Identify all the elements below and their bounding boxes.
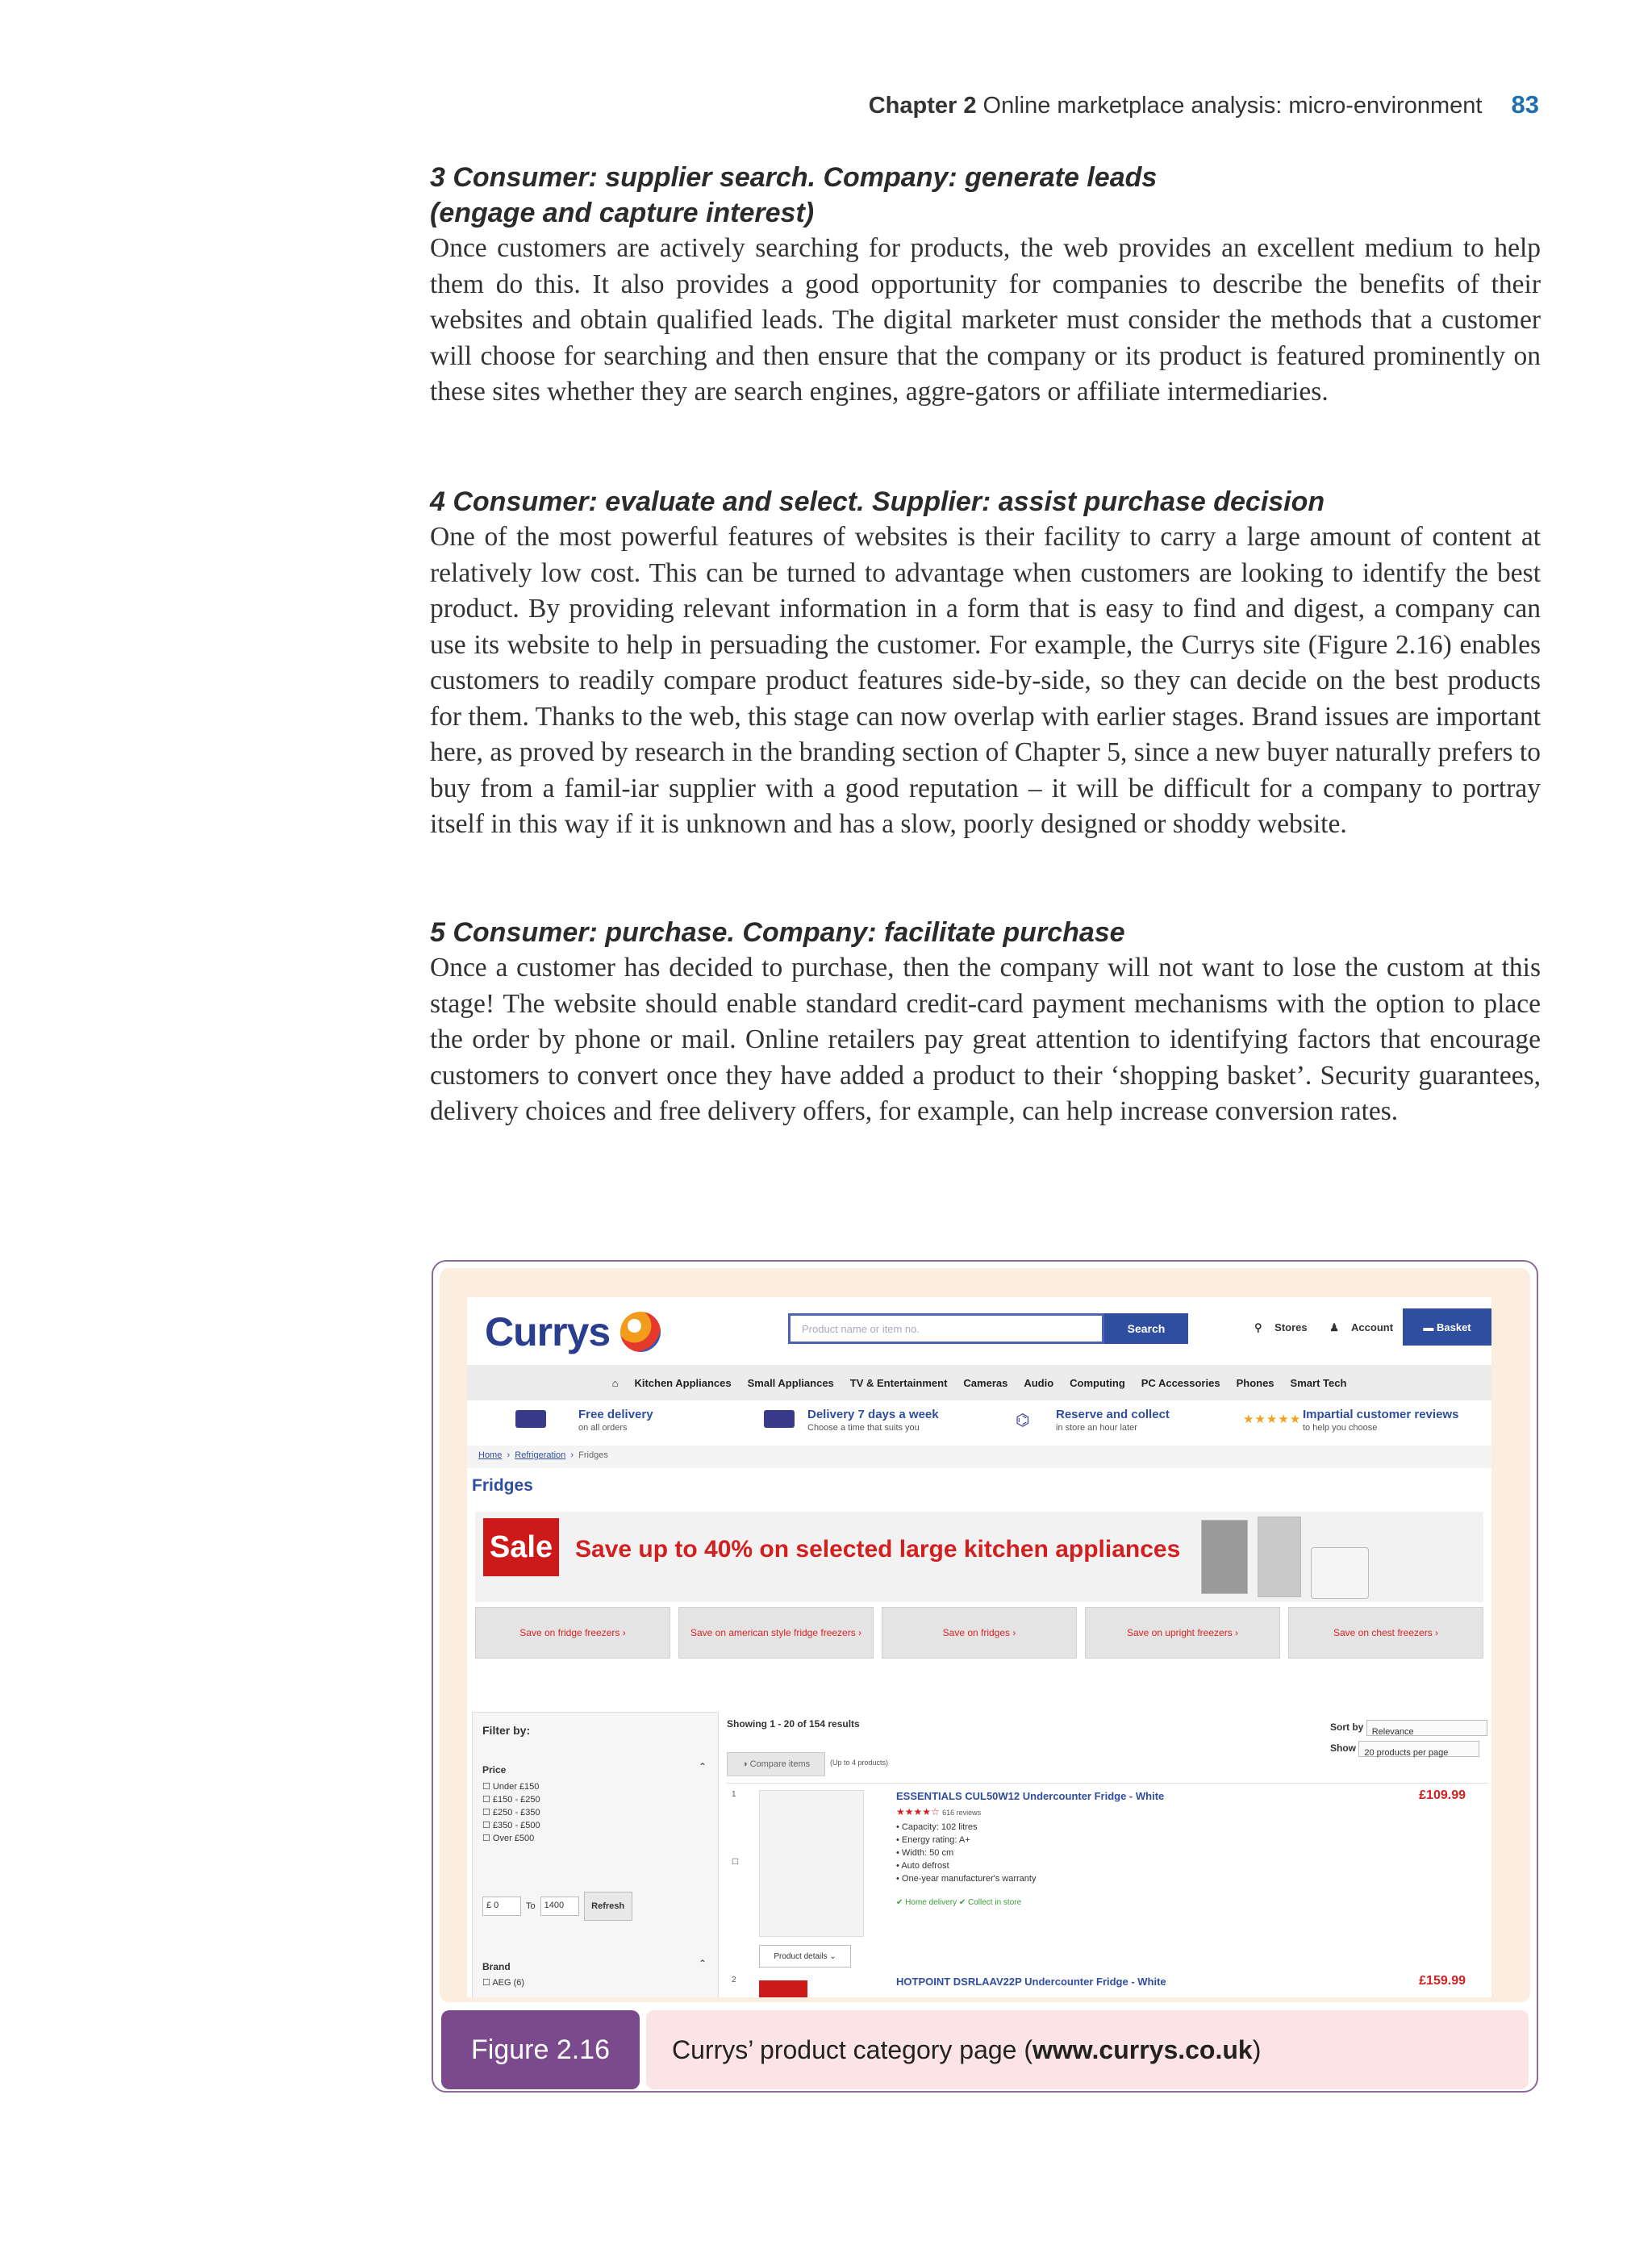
caption-url: www.currys.co.uk: [1032, 2034, 1253, 2064]
collapse-icon[interactable]: ⌃: [698, 1761, 707, 1772]
product-price: £109.99: [1419, 1788, 1466, 1802]
search-input[interactable]: Product name or item no.: [788, 1313, 1104, 1344]
spec-item: • Width: 50 cm: [896, 1846, 1036, 1859]
breadcrumb-sep: ›: [507, 1450, 511, 1460]
sort-label: Sort by: [1330, 1721, 1364, 1733]
usp-free-delivery[interactable]: [578, 1408, 653, 1434]
price-checkbox[interactable]: ☐ £350 - £500: [482, 1819, 540, 1832]
review-count[interactable]: 616 reviews: [942, 1809, 982, 1817]
nav-item[interactable]: Kitchen Appliances: [634, 1376, 732, 1389]
chapter-title: Online marketplace analysis: micro-environment: [982, 93, 1483, 119]
brand-heading: Brand: [482, 1961, 511, 1972]
van-icon: [515, 1410, 546, 1428]
page-number: 83: [1511, 90, 1539, 119]
usp-row: [467, 1405, 1491, 1441]
filter-panel: [472, 1712, 719, 1997]
currys-screenshot: [467, 1297, 1491, 1997]
brand-checkbox[interactable]: ☐ AEG (6): [482, 1977, 524, 1988]
usp-delivery-7-days[interactable]: [807, 1408, 939, 1434]
home-icon[interactable]: ⌂: [611, 1376, 619, 1389]
price-heading: Price: [482, 1764, 507, 1776]
breadcrumb-sep: ›: [570, 1450, 574, 1460]
section-body: Once a customer has decided to purchase, then the company will not want to lose the custom at this stage! The website should enable standard credit-card payment mechanisms with the option to place the order by phone or mail. Online retailers pay great attention to identifying factors that encourage customers to convert once they have added a product to their ‘shopping basket’. Security guarantees, delivery choices and free delivery offers, for example, can help increase conversion rates.: [430, 953, 1541, 1126]
row-number: 2: [732, 1976, 736, 1984]
nav-item[interactable]: Audio: [1024, 1376, 1054, 1389]
main-nav: [467, 1365, 1491, 1400]
chapter-label: Chapter 2: [868, 93, 977, 119]
nav-item[interactable]: Small Appliances: [747, 1376, 834, 1389]
compare-note: (Up to 4 products): [830, 1759, 889, 1767]
promo-fridge-freezers[interactable]: Save on fridge freezers ›: [475, 1607, 670, 1659]
breadcrumb: [467, 1446, 1491, 1468]
star-icon: ★★★★☆: [896, 1806, 940, 1817]
sort-controls: [1330, 1717, 1487, 1759]
collapse-icon[interactable]: ⌃: [698, 1958, 707, 1969]
spec-item: • Auto defrost: [896, 1859, 1036, 1872]
currys-logo[interactable]: Currys: [485, 1309, 611, 1354]
basket-icon: ▬: [1423, 1321, 1437, 1333]
nav-item[interactable]: Phones: [1236, 1376, 1274, 1389]
range-to-label: To: [526, 1901, 536, 1911]
results-count: Showing 1 - 20 of 154 results: [727, 1718, 860, 1730]
usp-reviews[interactable]: [1303, 1408, 1458, 1434]
spec-item: • Energy rating: A+: [896, 1834, 1036, 1846]
account-link[interactable]: [1329, 1321, 1403, 1333]
section-body: Once customers are actively searching for products, the web provides an excellent medium to help them do this. It also provides a good opportunity for companies to describe the benefits of their websites and obtain qualified leads. The digital marketer must consider the methods that a customer will choose for searching and then ensure that the company or its product is featured prominently on these sites whether they are search engines, aggre-gators or affiliate intermediaries.: [430, 233, 1541, 407]
promo-upright-freezers[interactable]: Save on upright freezers ›: [1085, 1607, 1280, 1659]
caption-text: Currys’ product category page (: [672, 2034, 1033, 2064]
sale-badge: Sale: [483, 1518, 559, 1576]
price-to-input[interactable]: 1400: [540, 1897, 579, 1916]
tag-icon: ⌬: [1016, 1412, 1030, 1429]
usp-title: Reserve and collect: [1056, 1408, 1170, 1421]
section-heading: 3 Consumer: supplier search. Company: generate leads: [430, 162, 1158, 193]
usp-title: Free delivery: [578, 1408, 653, 1421]
usp-title: Delivery 7 days a week: [807, 1408, 939, 1421]
caption-end: ): [1252, 2034, 1262, 2064]
person-icon: ♟: [1329, 1321, 1339, 1333]
promo-chest-freezers[interactable]: Save on chest freezers ›: [1288, 1607, 1483, 1659]
usp-sub: Choose a time that suits you: [807, 1423, 920, 1433]
price-checkbox[interactable]: ☐ Over £500: [482, 1832, 540, 1845]
breadcrumb-fridges: Fridges: [578, 1450, 608, 1460]
usp-reserve-collect[interactable]: [1056, 1408, 1170, 1434]
banner-text: Save up to 40% on selected large kitchen appliances: [575, 1536, 1181, 1563]
compare-icon: ◑: [741, 1759, 750, 1769]
sale-badge: [759, 1980, 807, 1997]
compare-checkbox[interactable]: ☐: [732, 1858, 739, 1867]
sort-select[interactable]: Relevance: [1366, 1720, 1487, 1736]
fridge-freezer-image: [1258, 1517, 1301, 1597]
show-label: Show: [1330, 1742, 1356, 1754]
show-select[interactable]: 20 products per page: [1358, 1741, 1479, 1757]
promo-american-fridge-freezers[interactable]: Save on american style fridge freezers ›: [678, 1607, 874, 1659]
section-heading: 4 Consumer: evaluate and select. Supplier: assist purchase decision: [430, 486, 1325, 517]
figure-2-16: [432, 1260, 1538, 2093]
section-heading-line2: (engage and capture interest): [430, 198, 815, 228]
usp-sub: in store an hour later: [1056, 1423, 1137, 1433]
spec-item: • Capacity: 102 litres: [896, 1821, 1036, 1834]
nav-item[interactable]: Computing: [1070, 1376, 1125, 1389]
search-button[interactable]: Search: [1104, 1313, 1188, 1344]
nav-item[interactable]: Cameras: [963, 1376, 1008, 1389]
delivery-options: ✔ Home delivery ✔ Collect in store: [896, 1898, 1022, 1907]
product-price: £159.99: [1419, 1974, 1466, 1988]
usp-title: Impartial customer reviews: [1303, 1408, 1459, 1421]
usp-sub: on all orders: [578, 1423, 628, 1433]
stores-label: Stores: [1274, 1321, 1308, 1333]
spec-item: • One-year manufacturer's warranty: [896, 1872, 1036, 1885]
basket-button[interactable]: [1403, 1308, 1491, 1346]
price-checkbox[interactable]: ☐ £150 - £250: [482, 1793, 540, 1806]
figure-label: Figure 2.16: [441, 2010, 640, 2089]
product-title[interactable]: ESSENTIALS CUL50W12 Undercounter Fridge - White: [896, 1790, 1165, 1802]
product-specs: [896, 1821, 1036, 1885]
figure-caption: [646, 2010, 1529, 2089]
cooker-image: [1201, 1520, 1248, 1594]
pin-icon: ⚲: [1254, 1321, 1262, 1333]
section-4: [430, 484, 1541, 843]
section-3: [430, 160, 1541, 411]
filter-heading: Filter by:: [482, 1724, 531, 1737]
washing-machine-image: [1311, 1547, 1369, 1599]
logo-swirl-icon: [620, 1312, 661, 1352]
refresh-button[interactable]: Refresh: [584, 1892, 632, 1921]
section-5: [430, 915, 1541, 1130]
breadcrumb-home[interactable]: Home: [478, 1450, 503, 1460]
price-checkbox[interactable]: ☐ Under £150: [482, 1780, 540, 1793]
page-title: Fridges: [472, 1476, 533, 1495]
van-icon: [764, 1410, 795, 1428]
account-label: Account: [1351, 1321, 1394, 1333]
promo-fridges[interactable]: Save on fridges ›: [882, 1607, 1077, 1659]
row-number: 1: [732, 1790, 736, 1799]
stores-link[interactable]: [1254, 1321, 1317, 1333]
running-head: [869, 90, 1539, 119]
compare-label: Compare items: [749, 1759, 811, 1769]
product-rating: [896, 1806, 981, 1817]
nav-item[interactable]: Smart Tech: [1290, 1376, 1347, 1389]
section-body: One of the most powerful features of websites is their facility to carry a large amount of content at relatively low cost. This can be turned to advantage when customers are looking to identify the best product. By providing relevant information in a form that is easy to find and digest, a company can use its website to help in persuading the customer. For example, the Currys site (Figure 2.16) enables customers to readily compare product features side-by-side, so they can decide on the best products for them. Thanks to the web, this stage can now overlap with earlier stages. Brand issues are important here, as proved by research in the branding section of Chapter 5, since a new buyer naturally prefers to buy from a famil-iar supplier with a good reputation – it will be difficult for a company to portray itself in this way if it is unknown and has a slow, poorly designed or shoddy website.: [430, 522, 1541, 839]
product-list: [727, 1783, 1488, 1997]
price-range: [482, 1892, 632, 1921]
breadcrumb-refrigeration[interactable]: Refrigeration: [515, 1450, 566, 1460]
star-icon: ★★★★★: [1243, 1413, 1302, 1426]
nav-item[interactable]: PC Accessories: [1141, 1376, 1220, 1389]
price-options: [482, 1780, 540, 1845]
price-checkbox[interactable]: ☐ £250 - £350: [482, 1806, 540, 1819]
product-title[interactable]: HOTPOINT DSRLAAV22P Undercounter Fridge - White: [896, 1976, 1166, 1988]
compare-button[interactable]: [727, 1752, 825, 1776]
promo-buttons: [475, 1607, 1483, 1659]
product-image[interactable]: [759, 1790, 864, 1937]
section-heading: 5 Consumer: purchase. Company: facilitate purchase: [430, 917, 1125, 948]
product-details-button[interactable]: Product details ⌄: [759, 1945, 851, 1968]
top-links: [1254, 1321, 1412, 1334]
basket-label: Basket: [1436, 1321, 1471, 1333]
nav-item[interactable]: TV & Entertainment: [849, 1376, 948, 1389]
usp-sub: to help you choose: [1303, 1423, 1378, 1433]
price-from-input[interactable]: £ 0: [482, 1897, 521, 1916]
sale-banner[interactable]: [475, 1512, 1483, 1602]
